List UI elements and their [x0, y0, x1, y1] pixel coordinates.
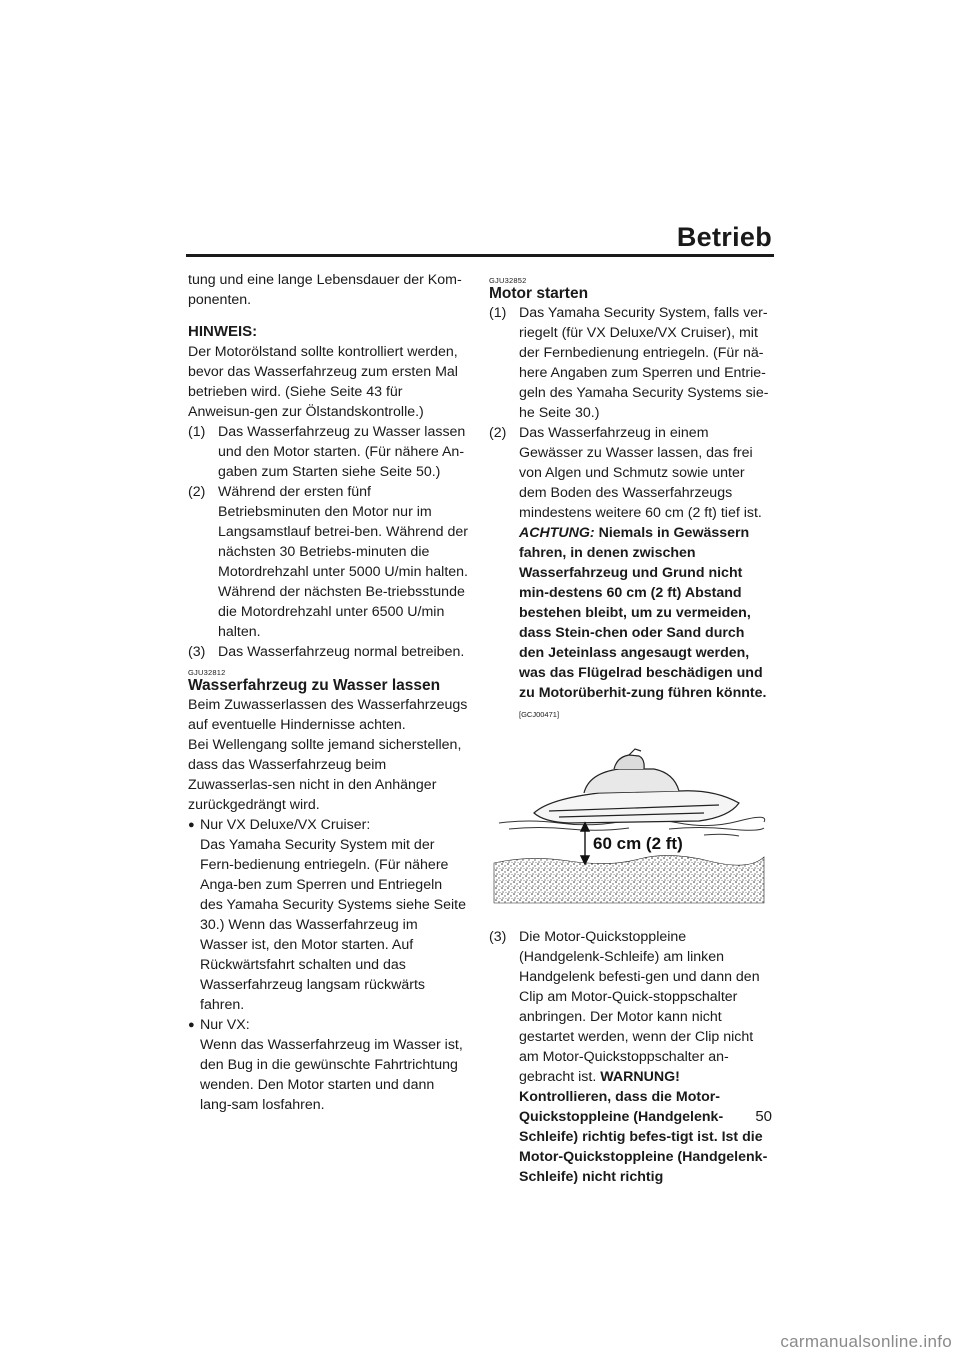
paragraph: Bei Wellengang sollte jemand sicherstellen, dass das Wasserfahrzeug beim Zuwasserlas-sen nicht in den Anhänger zurückgedrängt wird.: [188, 737, 462, 813]
section-title: Motor starten: [489, 285, 589, 302]
note-text: Der Motorölstand sollte kontrolliert werden, bevor das Wasserfahrzeug zum ersten Mal betrieben wird. (Siehe Seite 43 für Anweisun-gen zur Ölstandskontrolle.): [188, 344, 458, 420]
paragraph: Beim Zuwasserlassen des Wasserfahrzeugs auf eventuelle Hindernisse achten.: [188, 697, 468, 733]
step-item: [188, 482, 468, 642]
step-item: [489, 927, 769, 1187]
page-number: 50: [755, 1108, 772, 1125]
note-heading: HINWEIS:: [188, 323, 258, 340]
bullet-icon: ●: [188, 819, 195, 831]
step-text: Während der ersten fünf Betriebsminuten den Motor nur im Langsamstlauf betrei-ben. Während der nächsten 30 Betriebs-minuten die Motordrehzahl unter 5000 U/min halten. Während der nächsten Be-triebsstunde die Motordrehzahl unter 6500 U/min halten.: [218, 484, 468, 640]
step-body: Das Wasserfahrzeug in einem Gewässer zu Wasser lassen, das frei von Algen und Schmutz sowie unter dem Boden des Wasserfahrzeugs mindestens weitere 60 cm (2 ft) tief ist.: [519, 425, 762, 521]
step-item: [188, 422, 468, 482]
intro-text: tung und eine lange Lebensdauer der Kom-ponenten.: [188, 272, 462, 308]
step-text: Das Yamaha Security System, falls ver-riegelt (für VX Deluxe/VX Cruiser), mit der Fernbedienung entriegeln. (Für nä-here Angaben zum Sperren und Entrie-geln des Yamaha Security Systems sie-he Seite 30.): [519, 305, 769, 421]
step-text: [519, 927, 769, 1187]
header-rule: [186, 254, 774, 257]
bullet-label: Nur VX:: [200, 1017, 250, 1033]
step-item: [489, 303, 769, 423]
step-text: Das Wasserfahrzeug normal betreiben.: [218, 644, 465, 660]
bullet-text: Wenn das Wasserfahrzeug im Wasser ist, den Bug in die gewünschte Fahrtrichtung wenden. Den Motor starten und dann lang-sam losfahren.: [200, 1037, 463, 1113]
bullet-text: Das Yamaha Security System mit der Fern-bedienung entriegeln. (Für nähere Anga-ben zum Sperren und Entriegeln des Yamaha Security Systems siehe Seite 30.) Wenn das Wasserfahrzeug im Wasser ist, den Motor starten. Auf Rückwärtsfahrt schalten und das Wasserfahrzeug langsam rückwärts fahren.: [200, 837, 467, 1013]
depth-arrow-icon: [581, 823, 589, 864]
bullet-item: [188, 1015, 468, 1035]
step-number: (3): [188, 644, 206, 660]
step-number: (3): [489, 929, 507, 945]
step-text: [519, 423, 769, 725]
step-number: (2): [188, 484, 206, 500]
section-title: Wasserfahrzeug zu Wasser lassen: [188, 677, 441, 694]
warning-text: WARNUNG! Kontrollieren, dass die Motor-Quickstoppleine (Handgelenk-Schleife) richtig befes-tigt ist. Ist die Motor-Quickstoppleine (Handgelenk-Schleife) nicht richtig: [519, 1069, 768, 1185]
watermark[interactable]: carmanualsonline.info: [780, 1332, 952, 1351]
step-number: (1): [489, 305, 507, 321]
bullet-label: Nur VX Deluxe/VX Cruiser:: [200, 817, 371, 833]
right-column: [489, 270, 769, 1187]
bullet-icon: ●: [188, 1019, 195, 1031]
caution-text: Niemals in Gewässern fahren, in denen zwischen Wasserfahrzeug und Grund nicht min-destens 60 cm (2 ft) Abstand bestehen bleibt, um zu vermeiden, dass Stein-chen oder Sand durch den Jeteinlass angesaugt werden, was das Flügelrad beschädigen und zu Motorüberhit-zung führen könnte.: [519, 525, 767, 701]
jetski-illustration: [489, 743, 769, 913]
jetski-icon: [534, 749, 739, 823]
section-code: GJU32812: [188, 668, 226, 677]
page-title: Betrieb: [676, 222, 772, 252]
reference-code: [GCJ00471]: [519, 710, 560, 719]
step-item: [188, 642, 468, 662]
jetski-depth-figure: [489, 743, 769, 913]
seabed: [494, 855, 764, 903]
step-item: [489, 423, 769, 725]
section-code: GJU32852: [489, 276, 527, 285]
step-number: (1): [188, 424, 206, 440]
depth-label: 60 cm (2 ft): [593, 834, 683, 853]
step-body: Die Motor-Quickstoppleine (Handgelenk-Schleife) am linken Handgelenk befesti-gen und dann den Clip am Motor-Quick-stoppschalter anbringen. Der Motor kann nicht gestartet werden, wenn der Clip nicht am Motor-Quickstoppschalter an-gebracht ist.: [519, 929, 760, 1085]
step-number: (2): [489, 425, 507, 441]
step-text: Das Wasserfahrzeug zu Wasser lassen und den Motor starten. (Für nähere An-gaben zum Starten siehe Seite 50.): [218, 424, 466, 480]
left-column: [188, 270, 468, 1115]
bullet-item: [188, 815, 468, 835]
caution-label: ACHTUNG:: [519, 525, 595, 541]
